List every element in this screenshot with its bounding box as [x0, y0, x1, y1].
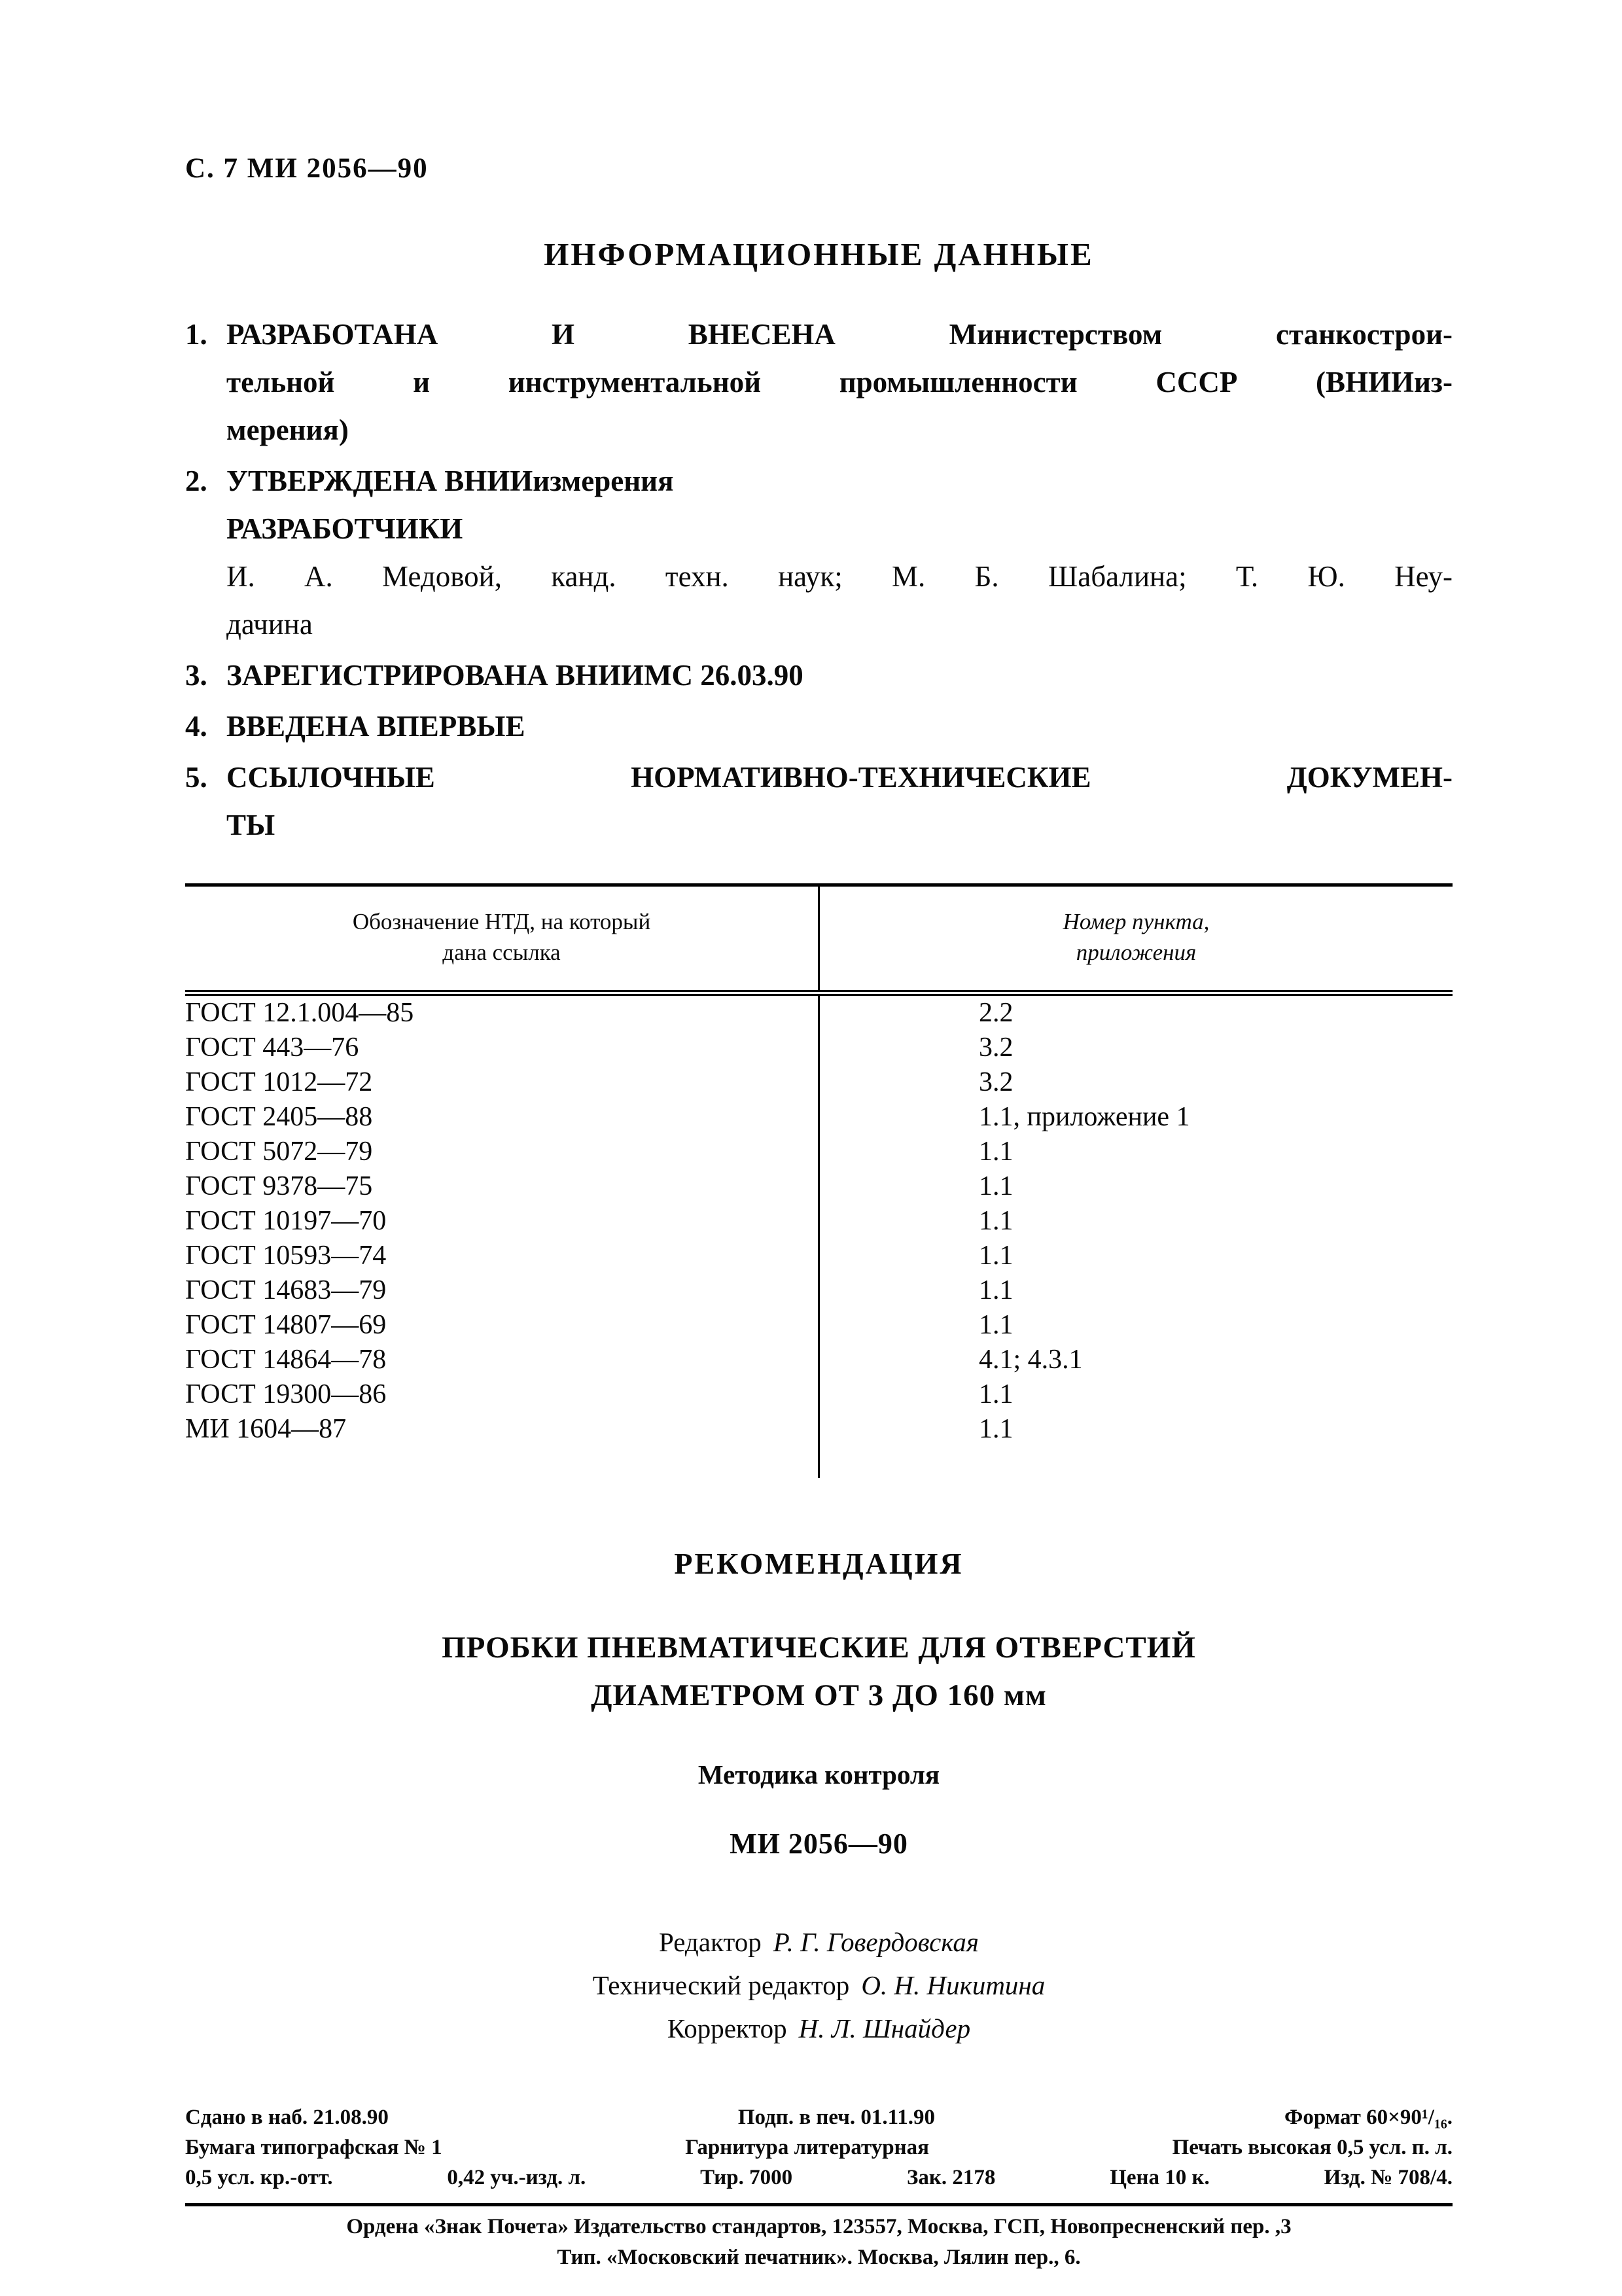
- info-list: [185, 311, 1453, 849]
- imprint-segment: Изд. № 708/4.: [1324, 2166, 1453, 2189]
- table-spacer-row: [185, 1447, 1453, 1478]
- ntd-cell: ГОСТ 14864—78: [185, 1343, 819, 1377]
- table-row: [185, 1169, 1453, 1204]
- table-row: [185, 1135, 1453, 1169]
- ref-cell: 4.1; 4.3.1: [979, 1345, 1083, 1375]
- info-item-5: [185, 754, 1453, 849]
- ntd-cell: ГОСТ 9378—75: [185, 1169, 819, 1204]
- method-subtitle: Методика контроля: [697, 1759, 940, 1790]
- editor-line: [185, 1964, 1453, 2007]
- imprint-segment: Формат 60×90¹/₁₆.: [1284, 2106, 1453, 2129]
- imprint-segment: Сдано в наб. 21.08.90: [185, 2106, 389, 2129]
- item-number: 2.: [185, 465, 207, 497]
- table-row: [185, 1308, 1453, 1343]
- ntd-cell: ГОСТ 14683—79: [185, 1273, 819, 1308]
- table-row: [185, 1065, 1453, 1100]
- imprint-segment: Печать высокая 0,5 усл. п. л.: [1172, 2136, 1453, 2159]
- item-number: 3.: [185, 659, 207, 692]
- ntd-cell: МИ 1604—87: [185, 1412, 819, 1447]
- divider-rule: [185, 2203, 1453, 2206]
- ref-cell: 1.1: [979, 1275, 1014, 1305]
- item-line: РАЗРАБОТЧИКИ: [226, 512, 463, 545]
- table-row: [185, 1273, 1453, 1308]
- editor-role: Технический редактор: [592, 1970, 850, 2000]
- item-line: мерения): [226, 414, 349, 446]
- item-line: РАЗРАБОТАНА И ВНЕСЕНА Министерством станкострои-: [226, 318, 1453, 351]
- ref-cell: 2.2: [979, 998, 1014, 1028]
- editor-line: [185, 1920, 1453, 1964]
- table-col2-header: Номер пункта, приложения: [819, 885, 1453, 993]
- doc-number: МИ 2056—90: [730, 1828, 908, 1860]
- ref-cell: 1.1: [979, 1137, 1014, 1167]
- info-item-3: [185, 652, 1453, 699]
- ntd-cell: ГОСТ 12.1.004—85: [185, 993, 819, 1031]
- publisher-block: [185, 2212, 1453, 2273]
- ref-cell: 3.2: [979, 1033, 1014, 1063]
- table-row: [185, 1031, 1453, 1065]
- ntd-cell: ГОСТ 1012—72: [185, 1065, 819, 1100]
- table-body: [185, 993, 1453, 1447]
- imprint-segment: Гарнитура литературная: [685, 2136, 929, 2159]
- ntd-cell: ГОСТ 10593—74: [185, 1239, 819, 1273]
- item-line: ССЫЛОЧНЫЕ НОРМАТИВНО-ТЕХНИЧЕСКИЕ ДОКУМЕН-: [226, 761, 1453, 794]
- imprint-segment: 0,42 уч.-изд. л.: [447, 2166, 586, 2189]
- table-col1-header: Обозначение НТД, на который дана ссылка: [185, 885, 819, 993]
- table-row: [185, 1239, 1453, 1273]
- item-number: 5.: [185, 761, 207, 794]
- editor-line: [185, 2007, 1453, 2050]
- table-row: [185, 993, 1453, 1031]
- imprint-segment: Бумага типографская № 1: [185, 2136, 442, 2159]
- ntd-cell: ГОСТ 14807—69: [185, 1308, 819, 1343]
- ntd-cell: ГОСТ 5072—79: [185, 1135, 819, 1169]
- item-line: тельной и инструментальной промышленности СССР (ВНИИиз-: [226, 366, 1453, 398]
- table-row: [185, 1412, 1453, 1447]
- ref-cell: 1.1: [979, 1171, 1014, 1201]
- info-item-2: [185, 457, 1453, 648]
- page-header: С. 7 МИ 2056—90: [185, 153, 429, 184]
- editor-name: Н. Л. Шнайдер: [798, 2013, 971, 2043]
- item-line: ТЫ: [226, 809, 275, 841]
- editors-block: [185, 1920, 1453, 2050]
- imprint-line-2: [185, 2132, 1453, 2163]
- editor-name: Р. Г. Говердовская: [773, 1927, 979, 1957]
- ntd-cell: ГОСТ 443—76: [185, 1031, 819, 1065]
- ref-cell: 1.1: [979, 1414, 1014, 1444]
- editor-role: Корректор: [667, 2013, 787, 2043]
- ref-cell: 1.1: [979, 1206, 1014, 1236]
- imprint-segment: Зак. 2178: [906, 2166, 996, 2189]
- table-row: [185, 1377, 1453, 1412]
- item-number: 4.: [185, 710, 207, 743]
- recommendation-title-line2: ДИАМЕТРОМ ОТ 3 ДО 160 мм: [591, 1678, 1047, 1712]
- item-line: УТВЕРЖДЕНА ВНИИизмерения: [226, 465, 674, 497]
- ntd-cell: ГОСТ 2405—88: [185, 1100, 819, 1135]
- info-item-1: [185, 311, 1453, 454]
- ref-cell: 1.1, приложение 1: [979, 1102, 1190, 1132]
- imprint-segment: Цена 10 к.: [1110, 2166, 1210, 2189]
- recommendation-title-line1: ПРОБКИ ПНЕВМАТИЧЕСКИЕ ДЛЯ ОТВЕРСТИЙ: [442, 1631, 1196, 1665]
- item-line: И. А. Медовой, канд. техн. наук; М. Б. Шабалина; Т. Ю. Неу-: [226, 560, 1453, 593]
- editor-name: О. Н. Никитина: [861, 1970, 1046, 2000]
- ntd-cell: ГОСТ 10197—70: [185, 1204, 819, 1239]
- publisher-line-1: Ордена «Знак Почета» Издательство стандартов, 123557, Москва, ГСП, Новопресненский пер. ,3: [346, 2215, 1292, 2238]
- item-number: 1.: [185, 318, 207, 351]
- imprint-segment: Тир. 7000: [700, 2166, 793, 2189]
- ref-cell: 1.1: [979, 1379, 1014, 1409]
- imprint-segment: 0,5 усл. кр.-отт.: [185, 2166, 333, 2189]
- publisher-line-2: Тип. «Московский печатник». Москва, Лялин пер., 6.: [557, 2246, 1081, 2269]
- ref-cell: 1.1: [979, 1310, 1014, 1340]
- ntd-cell: ГОСТ 19300—86: [185, 1377, 819, 1412]
- ref-cell: 1.1: [979, 1241, 1014, 1271]
- item-line: ВВЕДЕНА ВПЕРВЫЕ: [226, 710, 525, 743]
- imprint-line-3: [185, 2163, 1453, 2193]
- ref-cell: 3.2: [979, 1067, 1014, 1097]
- info-item-4: [185, 703, 1453, 751]
- imprint-segment: Подп. в печ. 01.11.90: [737, 2106, 936, 2129]
- item-line: ЗАРЕГИСТРИРОВАНА ВНИИМС 26.03.90: [226, 659, 803, 692]
- imprint-line-1: [185, 2102, 1453, 2132]
- recommendation-title: [185, 1624, 1453, 1720]
- table-row: [185, 1343, 1453, 1377]
- editor-role: Редактор: [659, 1927, 762, 1957]
- imprint-block: [185, 2102, 1453, 2193]
- ntd-reference-table: [185, 883, 1453, 1478]
- table-row: [185, 1100, 1453, 1135]
- recommendation-label: РЕКОМЕНДАЦИЯ: [674, 1547, 964, 1580]
- section-title: ИНФОРМАЦИОННЫЕ ДАННЫЕ: [544, 236, 1094, 272]
- table-row: [185, 1204, 1453, 1239]
- item-line: дачина: [226, 608, 313, 641]
